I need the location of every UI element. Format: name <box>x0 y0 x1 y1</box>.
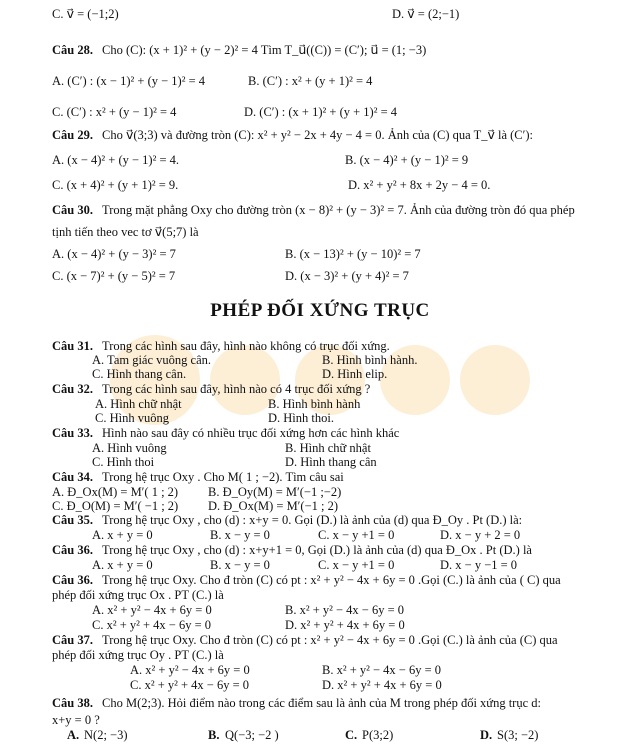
text-line: Trong hệ trục Oxy , cho (d) : x+y = 0. Gọi (D.) là ảnh của (d) qua Đ_Oy . Pt (D.) là: <box>102 513 523 527</box>
text-line: C. x − y +1 = 0 <box>318 528 395 542</box>
question-label: Câu 34. <box>52 470 93 484</box>
text-line: B. Hình bình hành <box>268 397 361 411</box>
text-line: D. Hình thang cân <box>285 455 377 469</box>
text-line: B. x² + y² − 4x − 6y = 0 <box>322 663 442 677</box>
text-line: A. Đ_Ox(M) = M′( 1 ; 2) <box>52 485 179 499</box>
text-line: C. x² + y² + 4x − 6y = 0 <box>130 678 250 692</box>
text-line: A. Hình vuông <box>92 441 167 455</box>
text-line: D. (C′) : (x + 1)² + (y + 1)² = 4 <box>244 105 397 119</box>
question-label: Câu 28. <box>52 43 93 57</box>
question-label: Câu 36. <box>52 543 93 557</box>
text-line: Cho v⃗(3;3) và đường tròn (C): x² + y² − 2x + 4y − 4 = 0. Ảnh của (C) qua T_v⃗ là (C′): <box>102 128 534 142</box>
text-line: D. x − y −1 = 0 <box>440 558 518 572</box>
text-line: Trong các hình sau đây, hình nào có 4 trục đối xứng ? <box>102 382 371 396</box>
question-label: Câu 35. <box>52 513 93 527</box>
text-line: C. Hình thoi <box>92 455 155 469</box>
text-line: D. x² + y² + 4x + 6y = 0 <box>285 618 405 632</box>
text-line: Trong hệ trục Oxy . Cho M( 1 ; −2). Tìm câu sai <box>102 470 344 484</box>
question-label: Câu 32. <box>52 382 93 396</box>
question-label: Câu 31. <box>52 339 93 353</box>
text-line: B. (x − 13)² + (y − 10)² = 7 <box>285 247 421 261</box>
text-line: B. x² + y² − 4x − 6y = 0 <box>285 603 405 617</box>
text-line: C. v⃗ = (−1;2) <box>52 7 119 21</box>
text-line: C. Đ_O(M) = M′( −1 ; 2) <box>52 499 179 513</box>
question-label: A. <box>67 728 80 742</box>
text-line: A. (x − 4)² + (y − 1)² = 4. <box>52 153 179 167</box>
question-label: B. <box>208 728 220 742</box>
text-line: B. (C′) : x² + (y + 1)² = 4 <box>248 74 373 88</box>
question-label: Câu 38. <box>52 696 93 710</box>
text-line: C. Hình thang cân. <box>92 367 187 381</box>
text-line: A. x² + y² − 4x + 6y = 0 <box>92 603 212 617</box>
question-label: C. <box>345 728 358 742</box>
text-line: A. x + y = 0 <box>92 528 153 542</box>
text-line: tịnh tiến theo vec tơ v⃗(5;7) là <box>52 225 199 239</box>
question-label: Câu 36. <box>52 573 93 587</box>
text-line: C. x − y +1 = 0 <box>318 558 395 572</box>
text-line: Q(−3; −2 ) <box>225 728 279 742</box>
text-line: C. (x + 4)² + (y + 1)² = 9. <box>52 178 179 192</box>
text-line: B. (x − 4)² + (y − 1)² = 9 <box>345 153 469 167</box>
text-line: phép đối xứng trục Ox . PT (C.) là <box>52 588 224 602</box>
text-line: N(2; −3) <box>84 728 128 742</box>
question-label: Câu 30. <box>52 203 93 217</box>
text-line: S(3; −2) <box>497 728 539 742</box>
section-title: PHÉP ĐỐI XỨNG TRỤC <box>210 300 430 321</box>
text-line: phép đối xứng trục Oy . PT (C.) là <box>52 648 224 662</box>
text-line: D. Đ_Ox(M) = M′(−1 ; 2) <box>208 499 339 513</box>
text-line: B. x − y = 0 <box>210 558 270 572</box>
text-line: Trong hệ trục Oxy , cho (d) : x+y+1 = 0, Gọi (D.) là ảnh của (d) qua Đ_Ox . Pt (D.) là <box>102 543 532 557</box>
text-line: D. x − y + 2 = 0 <box>440 528 521 542</box>
text-line: C. x² + y² + 4x − 6y = 0 <box>92 618 212 632</box>
text-line: C. Hình vuông <box>95 411 169 425</box>
question-label: D. <box>480 728 493 742</box>
text-line: D. x² + y² + 8x + 2y − 4 = 0. <box>348 178 491 192</box>
text-line: D. Hình thoi. <box>268 411 334 425</box>
text-line: D. v⃗ = (2;−1) <box>392 7 460 21</box>
text-line: A. Hình chữ nhật <box>95 397 182 411</box>
question-label: Câu 29. <box>52 128 93 142</box>
text-line: A. Tam giác vuông cân. <box>92 353 212 367</box>
text-line: D. x² + y² + 4x + 6y = 0 <box>322 678 442 692</box>
text-line: D. Hình elip. <box>322 367 388 381</box>
text-line: A. x + y = 0 <box>92 558 153 572</box>
text-line: Hình nào sau đây có nhiều trục đối xứng hơn các hình khác <box>102 426 400 440</box>
text-line: B. x − y = 0 <box>210 528 270 542</box>
text-line: B. Hình chữ nhật <box>285 441 371 455</box>
question-label: Câu 33. <box>52 426 93 440</box>
text-line: C. (x − 7)² + (y − 5)² = 7 <box>52 269 176 283</box>
text-line: x+y = 0 ? <box>52 713 100 727</box>
text-line: A. x² + y² − 4x + 6y = 0 <box>130 663 250 677</box>
text-line: Trong hệ trục Oxy. Cho đ tròn (C) có pt : x² + y² − 4x + 6y = 0 .Gọi (C.) là ảnh của ( C) qua <box>102 573 561 587</box>
text-line: D. (x − 3)² + (y + 4)² = 7 <box>285 269 409 283</box>
text-line: B. Đ_Oy(M) = M′(−1 ;−2) <box>208 485 342 499</box>
text-line: Trong các hình sau đây, hình nào không có trục đối xứng. <box>102 339 390 353</box>
text-line: Cho (C): (x + 1)² + (y − 2)² = 4 Tìm T_u⃗((C)) = (C′); u⃗ = (1; −3) <box>102 43 427 57</box>
text-line: C. (C′) : x² + (y − 1)² = 4 <box>52 105 177 119</box>
text-line: Trong mặt phẳng Oxy cho đường tròn (x − 8)² + (y − 3)² = 7. Ảnh của đường tròn đó qua phép <box>102 203 575 217</box>
text-line: P(3;2) <box>362 728 394 742</box>
text-line: Trong hệ trục Oxy. Cho đ tròn (C) có pt : x² + y² − 4x + 6y = 0 .Gọi (C.) là ảnh của (C) qua <box>102 633 558 647</box>
text-line: B. Hình bình hành. <box>322 353 418 367</box>
question-label: Câu 37. <box>52 633 93 647</box>
text-line: A. (x − 4)² + (y − 3)² = 7 <box>52 247 176 261</box>
text-line: Cho M(2;3). Hỏi điểm nào trong các điểm sau là ảnh của M trong phép đối xứng trục d: <box>102 696 541 710</box>
text-line: A. (C′) : (x − 1)² + (y − 1)² = 4 <box>52 74 205 88</box>
